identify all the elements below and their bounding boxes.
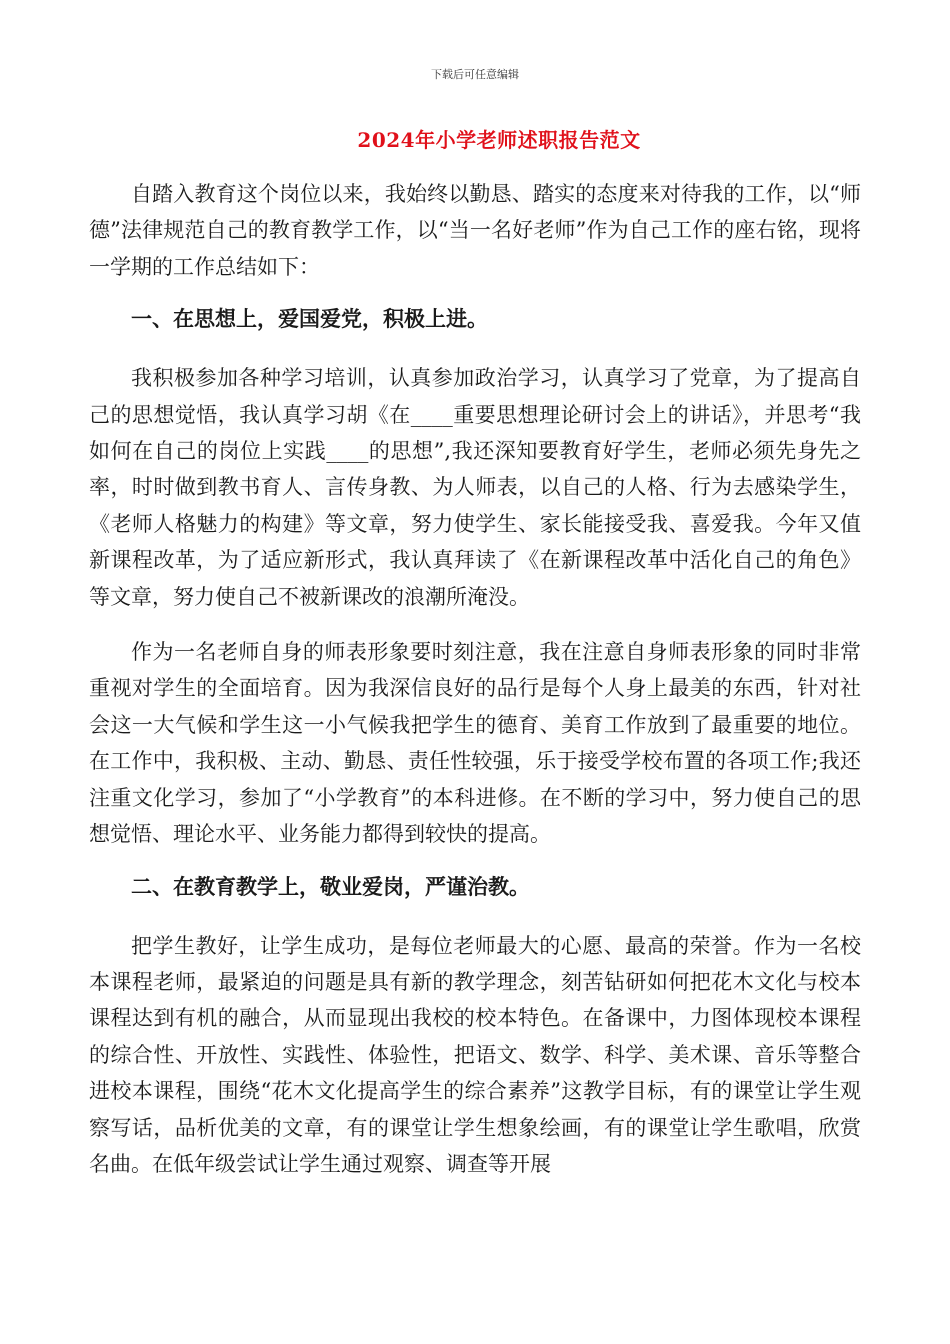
section-heading-1: 一、在思想上，爱国爱党，积极上进。 xyxy=(131,307,488,332)
intro-paragraph: 自踏入教育这个岗位以来，我始终以勤恳、踏实的态度来对待我的工作，以“师德”法律规范自己的教育教学工作，以“当一名好老师”作为自己工作的座右铭，现将一学期的工作总结如下： xyxy=(89,182,861,279)
section-heading-2: 二、在教育教学上，敬业爱岗，严谨治教。 xyxy=(131,874,530,899)
paragraph-3: 把学生教好，让学生成功，是每位老师最大的心愿、最高的荣誉。作为一名校本课程老师，最紧迫的问题是具有新的教学理念，刻苦钻研如何把花木文化与校本课程达到有机的融合，从而显现出我校的校本特色。在备课中，力图体现校本课程的综合性、开放性、实践性、体验性，把语文、数学、科学、美术课、音乐等整合进校本课程，围绕“花木文化提高学生的综合素养”这教学目标，有的课堂让学生观察写话，品析优美的文章，有的课堂让学生想象绘画，有的课堂让学生歌唱，欣赏名曲。在低年级尝试让学生通过观察、调查等开展 xyxy=(89,933,861,1176)
document-body xyxy=(89,176,861,1201)
paragraph-1: 我积极参加各种学习培训，认真参加政治学习，认真学习了党章，为了提高自己的思想觉悟，我认真学习胡《在____重要思想理论研讨会上的讲话》，并思考“我如何在自己的岗位上实践____的思想”,我还深知要教育好学生，老师必须先身先之率，时时做到教书育人、言传身教、为人师表，以自己的人格、行为去感染学生，《老师人格魅力的构建》等文章，努力使学生、家长能接受我、喜爱我。今年又值新课程改革，为了适应新形式，我认真拜读了《在新课程改革中活化自己的角色》等文章，努力使自己不被新课改的浪潮所淹没。 xyxy=(89,366,861,609)
page-title: 2024年小学老师述职报告范文 xyxy=(357,128,641,152)
header-note: 下载后可任意编辑 xyxy=(431,68,519,81)
paragraph-2: 作为一名老师自身的师表形象要时刻注意，我在注意自身师表形象的同时非常重视对学生的全面培育。因为我深信良好的品行是每个人身上最美的东西，针对社会这一大气候和学生这一小气候我把学生的德育、美育工作放到了最重要的地位。在工作中，我积极、主动、勤恳、责任性较强，乐于接受学校布置的各项工作;我还注重文化学习，参加了“小学教育”的本科进修。在不断的学习中，努力使自己的思想觉悟、理论水平、业务能力都得到较快的提高。 xyxy=(89,640,861,847)
